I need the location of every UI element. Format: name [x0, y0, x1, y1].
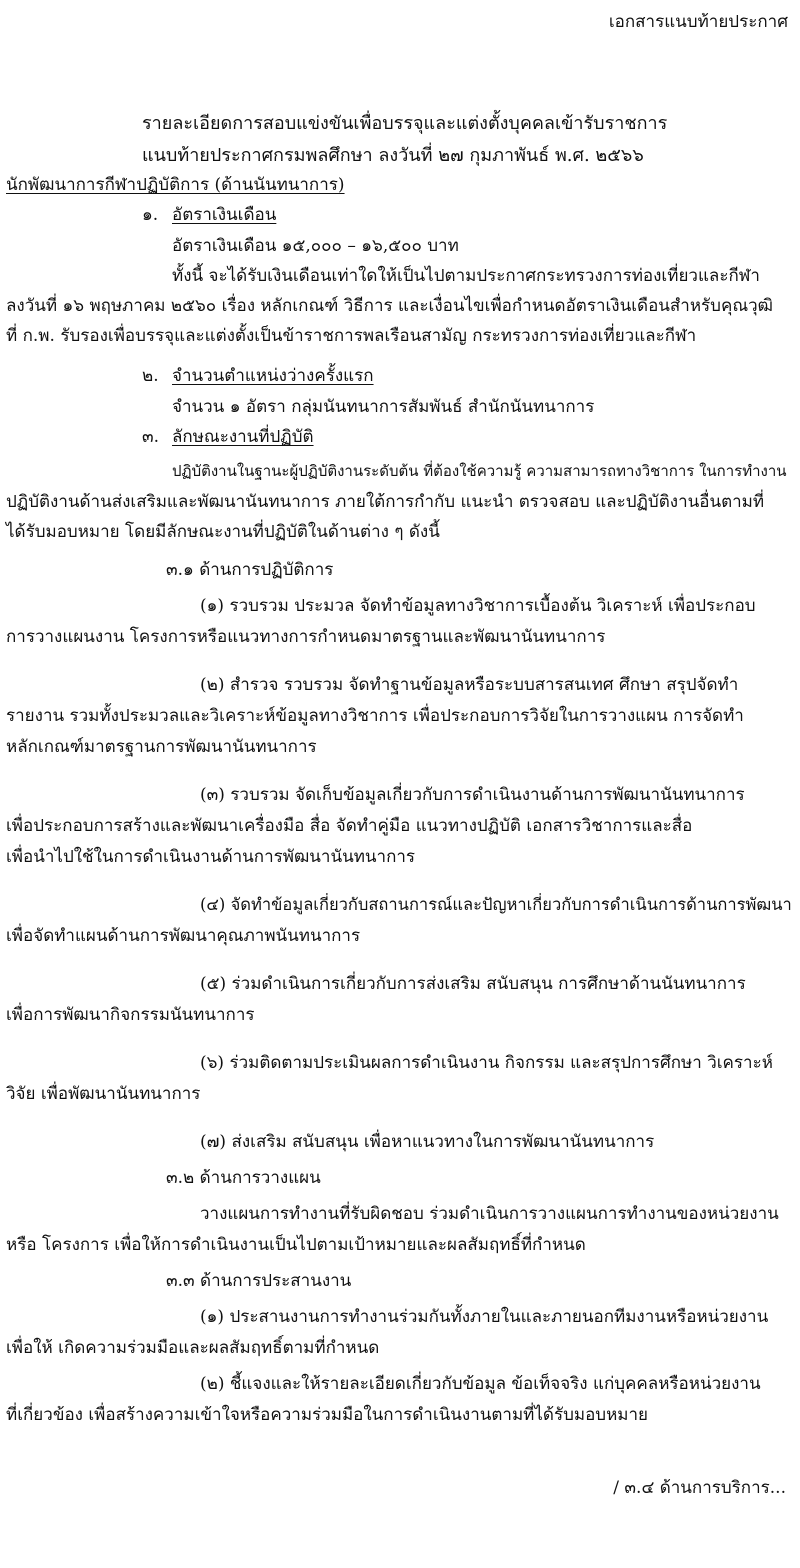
item-6-line-2: วิจัย เพื่อพัฒนานันทนาการ — [6, 1084, 201, 1104]
item-2-line-1: (๒) สำรวจ รวบรวม จัดทำฐานข้อมูลหรือระบบสารสนเทศ ศึกษา สรุปจัดทำ — [200, 675, 739, 695]
title-line-1: รายละเอียดการสอบแข่งขันเพื่อบรรจุและแต่งตั้งบุคคลเข้ารับราชการ — [142, 113, 668, 134]
section-3-heading: ลักษณะงานที่ปฏิบัติ — [172, 427, 314, 447]
section-3-number: ๓. — [142, 427, 160, 447]
duty-paragraph-2: ปฏิบัติงานด้านส่งเสริมและพัฒนานันทนาการ ภายใต้การกำกับ แนะนำ ตรวจสอบ และปฏิบัติงานอื่นตามที่ — [6, 492, 765, 512]
item-5-line-2: เพื่อการพัฒนากิจกรรมนันทนาการ — [6, 1005, 255, 1025]
coord-1-line-2: เพื่อให้ เกิดความร่วมมือและผลสัมฤทธิ์ตามที่กำหนด — [6, 1338, 380, 1358]
item-5-line-1: (๕) ร่วมดำเนินการเกี่ยวกับการส่งเสริม สนับสนุน การศึกษาด้านนันทนาการ — [200, 974, 746, 994]
coord-2-line-1: (๒) ชี้แจงและให้รายละเอียดเกี่ยวกับข้อมูล ข้อเท็จจริง แก่บุคคลหรือหน่วยงาน — [200, 1374, 761, 1394]
planning-line-1: วางแผนการทำงานที่รับผิดชอบ ร่วมดำเนินการวางแผนการทำงานของหน่วยงาน — [200, 1204, 779, 1224]
coord-2-line-2: ที่เกี่ยวข้อง เพื่อสร้างความเข้าใจหรือความร่วมมือในการดำเนินงานตามที่ได้รับมอบหมาย — [6, 1405, 648, 1425]
planning-line-2: หรือ โครงการ เพื่อให้การดำเนินงานเป็นไปตามเป้าหมายและผลสัมฤทธิ์ที่กำหนด — [6, 1235, 586, 1255]
salary-rate: อัตราเงินเดือน ๑๕,๐๐๐ – ๑๖,๕๐๐ บาท — [172, 236, 459, 256]
coord-1-line-1: (๑) ประสานงานการทำงานร่วมกันทั้งภายในและภายนอกทีมงานหรือหน่วยงาน — [200, 1307, 769, 1327]
section-2-number: ๒. — [142, 366, 159, 386]
duty-paragraph-1: ปฏิบัติงานในฐานะผู้ปฏิบัติงานระดับต้น ที่ต้องใช้ความรู้ ความสามารถทางวิชาการ ในการทำงาน — [172, 462, 787, 480]
salary-text-3: ที่ ก.พ. รับรองเพื่อบรรจุและแต่งตั้งเป็นข้าราชการพลเรือนสามัญ กระทรวงการท่องเที่ยวและกีฬา — [6, 326, 697, 346]
item-4-line-1: (๔) จัดทำข้อมูลเกี่ยวกับสถานการณ์และปัญหาเกี่ยวกับการดำเนินการด้านการพัฒนา — [200, 895, 792, 914]
item-3-line-1: (๓) รวบรวม จัดเก็บข้อมูลเกี่ยวกับการดำเนินงานด้านการพัฒนานันทนาการ — [200, 785, 745, 805]
section-1-number: ๑. — [142, 205, 159, 225]
duty-paragraph-3: ได้รับมอบหมาย โดยมีลักษณะงานที่ปฏิบัติในด้านต่าง ๆ ดังนี้ — [6, 522, 440, 542]
title-line-2: แนบท้ายประกาศกรมพลศึกษา ลงวันที่ ๒๗ กุมภาพันธ์ พ.ศ. ๒๕๖๖ — [142, 145, 644, 166]
section-2-heading: จำนวนตำแหน่งว่างครั้งแรก — [172, 366, 374, 386]
item-4-line-2: เพื่อจัดทำแผนด้านการพัฒนาคุณภาพนันทนาการ — [6, 926, 361, 946]
subsection-3-1: ๓.๑ ด้านการปฏิบัติการ — [166, 560, 334, 580]
item-3-line-2: เพื่อประกอบการสร้างและพัฒนาเครื่องมือ สื่อ จัดทำคู่มือ แนวทางปฏิบัติ เอกสารวิชาการและสื่อ — [6, 816, 693, 836]
salary-text-1: ทั้งนี้ จะได้รับเงินเดือนเท่าใดให้เป็นไปตามประกาศกระทรวงการท่องเที่ยวและกีฬา — [172, 266, 760, 286]
item-7-line-1: (๗) ส่งเสริม สนับสนุน เพื่อหาแนวทางในการพัฒนานันทนาการ — [200, 1132, 655, 1152]
position-title: นักพัฒนาการกีฬาปฏิบัติการ (ด้านนันทนาการ) — [6, 175, 345, 195]
item-3-line-3: เพื่อนำไปใช้ในการดำเนินงานด้านการพัฒนานันทนาการ — [6, 847, 416, 867]
header-note: เอกสารแนบท้ายประกาศ — [608, 12, 788, 32]
subsection-3-2: ๓.๒ ด้านการวางแผน — [166, 1168, 321, 1188]
item-2-line-3: หลักเกณฑ์มาตรฐานการพัฒนานันทนาการ — [6, 737, 317, 757]
subsection-3-3: ๓.๓ ด้านการประสานงาน — [166, 1271, 352, 1291]
section-1-heading: อัตราเงินเดือน — [172, 205, 277, 225]
item-6-line-1: (๖) ร่วมติดตามประเมินผลการดำเนินงาน กิจกรรม และสรุปการศึกษา วิเคราะห์ — [200, 1053, 773, 1073]
item-1-line-1: (๑) รวบรวม ประมวล จัดทำข้อมูลทางวิชาการเบื้องต้น วิเคราะห์ เพื่อประกอบ — [200, 596, 756, 616]
item-2-line-2: รายงาน รวมทั้งประมวลและวิเคราะห์ข้อมูลทางวิชาการ เพื่อประกอบการวิจัยในการวางแผน การจัดทำ — [6, 706, 744, 726]
salary-text-2: ลงวันที่ ๑๖ พฤษภาคม ๒๕๖๐ เรื่อง หลักเกณฑ์ วิธีการ และเงื่อนไขเพื่อกำหนดอัตราเงินเดือนสำหรับคุณวุฒิ — [6, 296, 774, 316]
item-1-line-2: การวางแผนงาน โครงการหรือแนวทางการกำหนดมาตรฐานและพัฒนานันทนาการ — [6, 627, 606, 647]
continued-note: / ๓.๔ ด้านการบริการ... — [613, 1478, 786, 1498]
vacancy-text: จำนวน ๑ อัตรา กลุ่มนันทนาการสัมพันธ์ สำนักนันทนาการ — [172, 397, 595, 417]
